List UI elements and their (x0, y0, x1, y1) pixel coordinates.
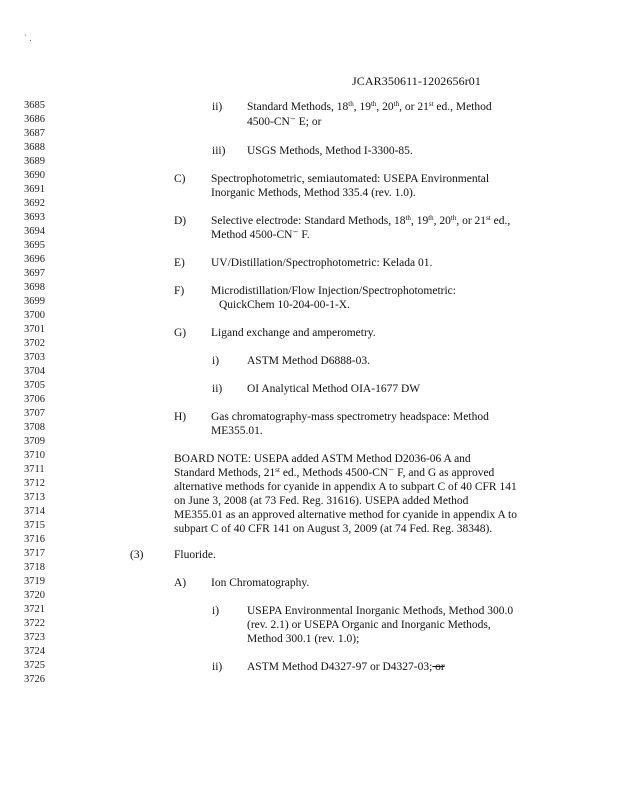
spectrophotometric-line-1: Spectrophotometric, semiautomated: USEPA Environmental (211, 173, 490, 185)
item-label-fluoride-a-ii: ii) (212, 661, 223, 673)
line-number: 3719 (24, 576, 45, 587)
spectrophotometric-line-2: Inorganic Methods, Method 335.4 (rev. 1.0). (211, 187, 416, 199)
line-number: 3707 (24, 408, 45, 419)
microdistillation-line-1: Microdistillation/Flow Injection/Spectrophotometric: (211, 285, 456, 297)
line-number: 3696 (24, 254, 45, 265)
line-number: 3688 (24, 142, 45, 153)
selective-electrode-line-2: Method 4500-CN⁻ F. (211, 229, 310, 241)
board-note-line-4: on June 3, 2008 (at 73 Fed. Reg. 31616). USEPA added Method (174, 495, 469, 507)
line-number: 3720 (24, 590, 45, 601)
item-label-g: G) (174, 327, 187, 339)
line-number: 3715 (24, 520, 45, 531)
line-number: 3717 (24, 548, 45, 559)
item-label-fluoride-a-i: i) (212, 605, 220, 617)
item-label-c: C) (174, 173, 186, 185)
gas-chromatography-line-1: Gas chromatography-mass spectrometry headspace: Method (211, 411, 489, 423)
usepa-300-line-1: USEPA Environmental Inorganic Methods, Method 300.0 (247, 605, 514, 617)
line-number: 3703 (24, 352, 45, 363)
line-number: 3718 (24, 562, 45, 573)
astm-d4327-text: ASTM Method D4327-97 or D4327-03; or (247, 661, 445, 673)
line-number: 3705 (24, 380, 45, 391)
selective-electrode-line-1: Selective electrode: Standard Methods, 18th, 19th, 20th, or 21st ed., (211, 214, 511, 227)
line-number: 3701 (24, 324, 45, 335)
usgs-method-text: USGS Methods, Method I-3300-85. (247, 145, 413, 157)
standard-methods-line-1: Standard Methods, 18th, 19th, 20th, or 21st ed., Method (247, 100, 492, 113)
line-number: 3724 (24, 646, 45, 657)
line-number: 3694 (24, 226, 45, 237)
line-number: 3699 (24, 296, 45, 307)
line-number: 3689 (24, 156, 45, 167)
line-number: 3713 (24, 492, 45, 503)
ion-chromatography-text: Ion Chromatography. (211, 577, 310, 589)
line-number: 3692 (24, 198, 45, 209)
line-number: 3726 (24, 674, 45, 685)
line-number: 3708 (24, 422, 45, 433)
line-number: 3691 (24, 184, 45, 195)
uv-distillation-text: UV/Distillation/Spectrophotometric: Kelada 01. (211, 257, 433, 269)
line-number: 3686 (24, 114, 45, 125)
board-note-line-3: alternative methods for cyanide in appendix A to subpart C of 40 CFR 141 (174, 481, 517, 493)
item-label-ii: ii) (212, 101, 223, 113)
board-note-line-1: BOARD NOTE: USEPA added ASTM Method D2036-06 A and (174, 453, 471, 465)
section-label-3: (3) (130, 549, 144, 561)
board-note-line-5: ME355.01 as an approved alternative method for cyanide in appendix A to (174, 509, 517, 521)
item-label-f: F) (174, 285, 185, 297)
line-number: 3709 (24, 436, 45, 447)
struck-text: or (432, 661, 445, 673)
standard-methods-line-2: 4500-CN⁻ E; or (247, 116, 322, 128)
corner-mark: ` . (24, 33, 32, 43)
microdistillation-line-2: QuickChem 10-204-00-1-X. (219, 299, 350, 311)
line-number: 3711 (24, 464, 45, 475)
item-label-d: D) (174, 215, 187, 227)
item-label-iii: iii) (212, 145, 226, 157)
astm-d6888-text: ASTM Method D6888-03. (247, 355, 370, 367)
item-label-e: E) (174, 257, 185, 269)
ligand-exchange-text: Ligand exchange and amperometry. (211, 327, 376, 339)
line-number: 3685 (24, 100, 45, 111)
item-label-g-i: i) (212, 355, 220, 367)
line-number: 3697 (24, 268, 45, 279)
fluoride-heading: Fluoride. (174, 549, 216, 561)
oi-analytical-text: OI Analytical Method OIA-1677 DW (247, 383, 421, 395)
line-number: 3693 (24, 212, 45, 223)
item-label-g-ii: ii) (212, 383, 223, 395)
usepa-300-line-3: Method 300.1 (rev. 1.0); (247, 633, 360, 645)
item-label-fluoride-a: A) (174, 577, 187, 589)
line-number: 3698 (24, 282, 45, 293)
line-number: 3706 (24, 394, 45, 405)
gas-chromatography-line-2: ME355.01. (211, 425, 263, 437)
board-note-line-2: Standard Methods, 21st ed., Methods 4500-CN⁻ F, and G as approved (174, 466, 495, 479)
document-id-header: JCAR350611-1202656r01 (352, 74, 481, 88)
line-number: 3716 (24, 534, 45, 545)
line-number: 3700 (24, 310, 45, 321)
line-number: 3704 (24, 366, 45, 377)
line-number: 3695 (24, 240, 45, 251)
line-number: 3721 (24, 604, 45, 615)
item-label-h: H) (174, 411, 187, 423)
line-number: 3687 (24, 128, 45, 139)
line-number: 3702 (24, 338, 45, 349)
line-number: 3690 (24, 170, 45, 181)
line-number: 3725 (24, 660, 45, 671)
line-number: 3722 (24, 618, 45, 629)
line-number: 3710 (24, 450, 45, 461)
board-note-line-6: subpart C of 40 CFR 141 on August 3, 2009 (at 74 Fed. Reg. 38348). (174, 523, 493, 535)
usepa-300-line-2: (rev. 2.1) or USEPA Organic and Inorganic Methods, (247, 619, 491, 631)
line-number: 3712 (24, 478, 45, 489)
line-number: 3714 (24, 506, 45, 517)
line-number: 3723 (24, 632, 45, 643)
